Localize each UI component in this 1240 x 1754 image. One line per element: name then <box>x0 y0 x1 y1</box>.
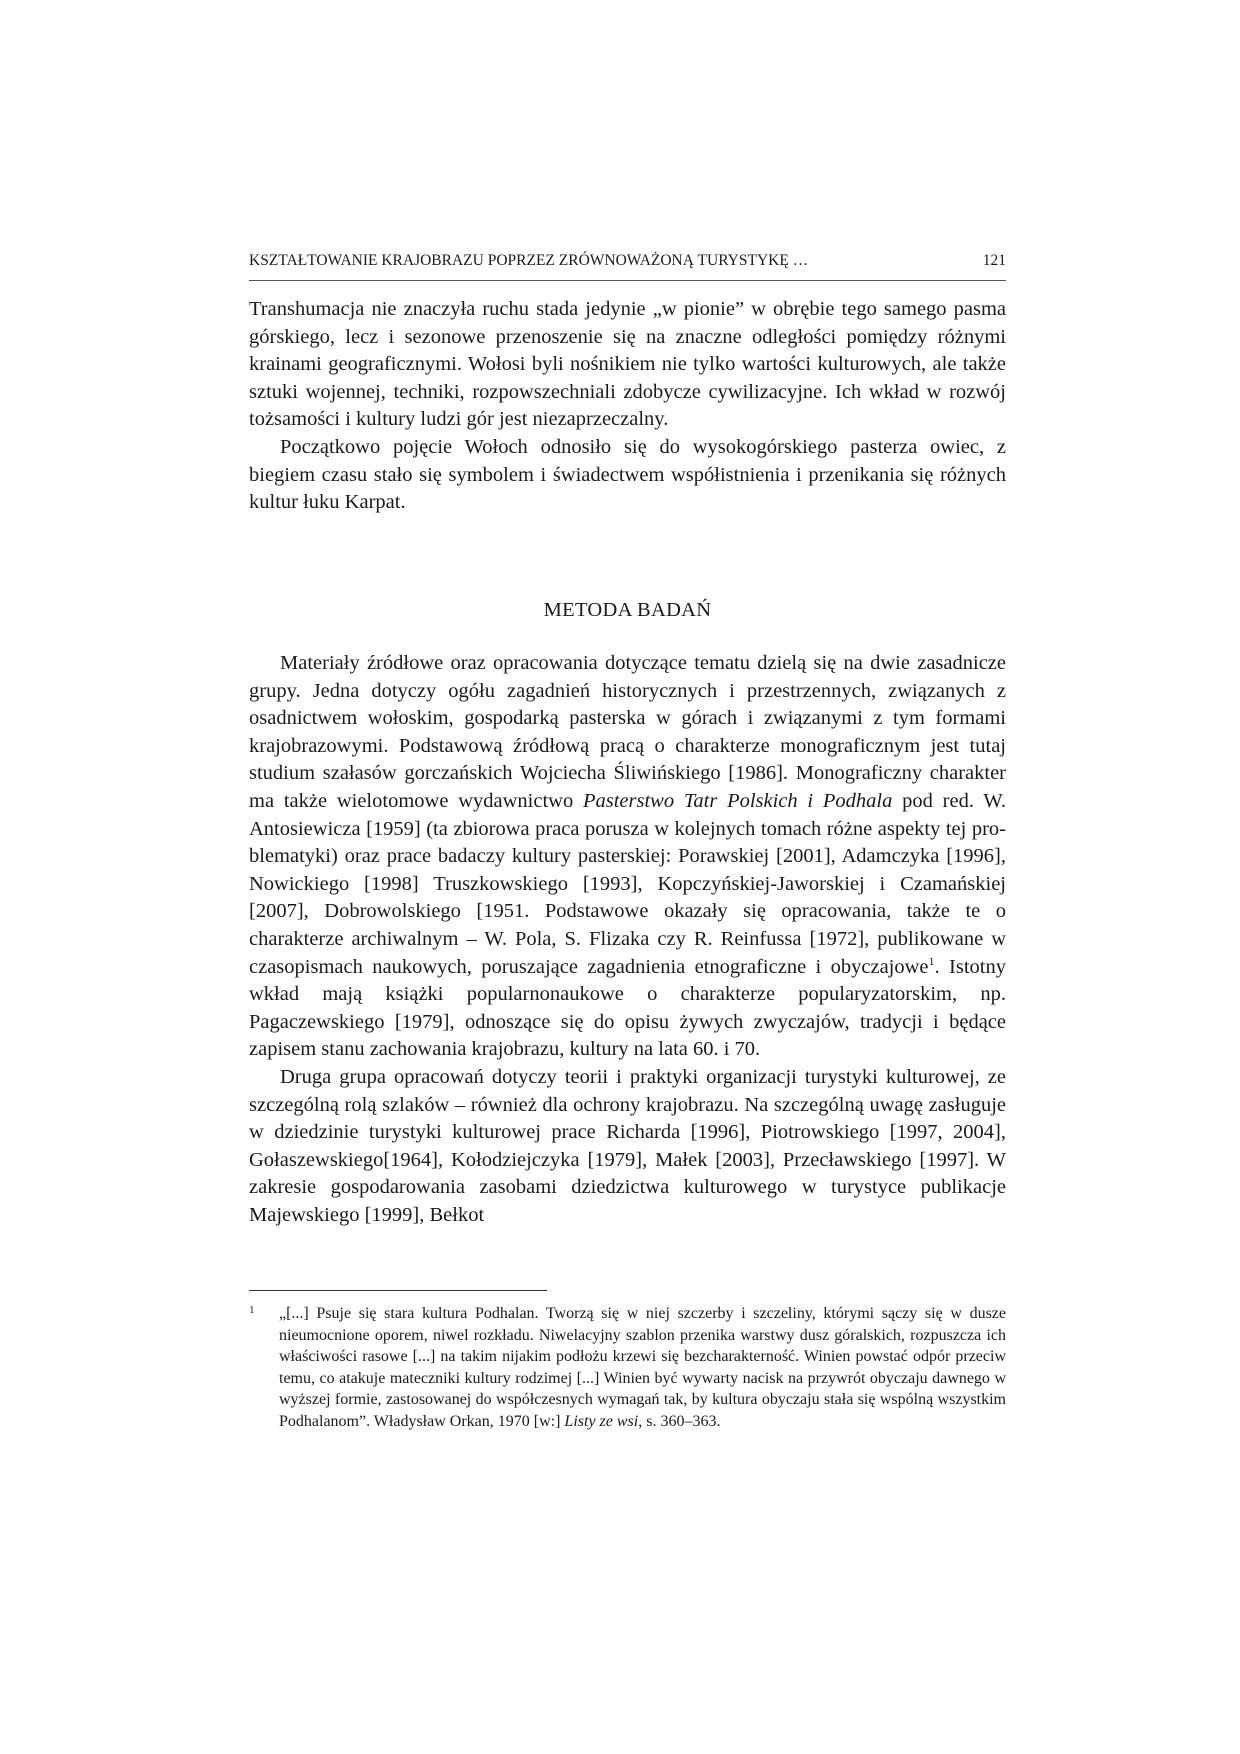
intro-text <box>249 296 1006 517</box>
footnote-marker: 1 <box>249 1304 255 1316</box>
paragraph-sources-part-a: Materiały źródłowe oraz opracowania dotyczące tematu dzielą się na dwie zasadnicze grupy. Jedna dotyczy ogółu zagadnień historycznych i przestrzennych, związanych z osadnictwem wołoskim, gospodarką pasterska w górach i związanymi z tym formami krajobrazowymi. Podstawową źródłową pracą o charakterze monograficznym jest tutaj studium szałasów gorczańskich Wojciecha Śliwińskiego [1986]. Monograficzny charakter ma także wielotomowe wydawnictwo <box>249 652 1006 812</box>
paragraph-second-group: Druga grupa opracowań dotyczy teorii i praktyki organizacji turystyki kulturowej, ze szczególną rolą szlaków – również dla ochrony krajobrazu. Na szczególną uwagę zasługuje w dziedzinie turystyki kulturowej prace Richarda [1996], Piotrowskiego [1997, 2004], Gołaszewskiego[1964], Kołodziejczyka [1979], Małek [2003], Przecławskiego [1997]. W zakresie gospodarowania zasobami dziedzictwa kulturowego w turystyce publikacje Majewskiego [1999], Bełkot <box>249 1065 1006 1226</box>
footnote-text <box>279 1303 1006 1433</box>
footnote-text-part-b: , s. 360–363. <box>638 1412 721 1430</box>
paragraph-sources-part-c: . Istotny wkład mają książki popularnonaukowe o charakterze popularyzatorskim, np. Pagaczewskiego [1979], odnoszące się do opisu żywych zwyczajów, tradycji i będące zapisem stanu zachowania krajobrazu, kultury na lata 60. i 70. <box>249 955 1007 1061</box>
header-rule <box>249 280 1006 281</box>
footnote-source-italic: Listy ze wsi <box>564 1412 639 1430</box>
paragraph-woloch: Początkowo pojęcie Wołoch odnosiło się do wysokogórskiego pasterza owiec, z biegiem czasu stało się symbolem i świadectwem współistnienia i przenikania się różnych kultur łuku Karpat. <box>249 435 1006 514</box>
section-heading: METODA BADAŃ <box>543 599 712 621</box>
methods-text <box>249 650 1006 1229</box>
page-number: 121 <box>982 252 1006 269</box>
footnote-text-part-a: „[...] Psuje się stara kultura Podhalan. Tworzą się w niej szczerby i szczeliny, którymi sączy się w dusze nieumocnione oporem, niwel rozkładu. Niwelacyjny szablon przenika warstwy dusz góralskich, rozpuszcza ich właściwości rasowe [...] na takim nijakim podłożu krzewi się bezcharakterność. Winien powstać odpór przeciw temu, co atakuje mateczniki kultury rodzimej [...] Winien być wywarty nacisk na przywrót obyczaju dawnego w wyższej formie, zastosowanej do współczesnych wymagań tak, by kultura obyczaju stała się wspólną wszystkim Podhalanom”. Władysław Orkan, 1970 [w:] <box>279 1305 1006 1430</box>
paragraph-sources <box>249 650 1006 1064</box>
footnote <box>249 1303 1006 1433</box>
paragraph-sources-part-b: pod red. W. Antosiewicza [1959] (ta zbiorowa praca porusza w kolejnych tomach różne aspekty tej problematyki) oraz prace badaczy kultury pasterskiej: Porawskiej [2001], Adamczyka [1996], Nowickiego [1998] Truszkowskiego [1993], Kopczyńskiej-Jaworskiej i Czamańskiej [2007], Dobrowolskiego [1951. Podstawowe okazały się opracowania, także te o charakterze archiwalnym – W. Pola, S. Flizaka czy R. Reinfussa [1972], publikowane w czasopismach naukowych, poruszające zagadnienia etnograficzne i obyczajowe <box>249 789 1006 978</box>
running-title: KSZTAŁTOWANIE KRAJOBRAZU POPRZEZ ZRÓWNOWAŻONĄ TURYSTYKĘ … <box>249 252 809 269</box>
page <box>249 0 1006 1754</box>
book-title-italic: Pasterstwo Tatr Polskich i Podhala <box>582 789 893 812</box>
paragraph-transhumance: Transhumacja nie znaczyła ruchu stada jedynie „w pionie” w obrębie tego samego pasma górskiego, lecz i sezonowe przenoszenie się na znaczne odległości pomiędzy różnymi krainami geograficznymi. Wołosi byli nośnikiem nie tylko wartości kulturowych, ale także sztuki wojennej, techniki, rozpowszechniali zdobycze cywilizacyjne. Ich wkład w rozwój tożsamości i kultury ludzi gór jest niezaprzeczalny. <box>249 298 1006 431</box>
footnote-reference: 1 <box>928 953 935 968</box>
footnote-rule <box>249 1290 547 1291</box>
